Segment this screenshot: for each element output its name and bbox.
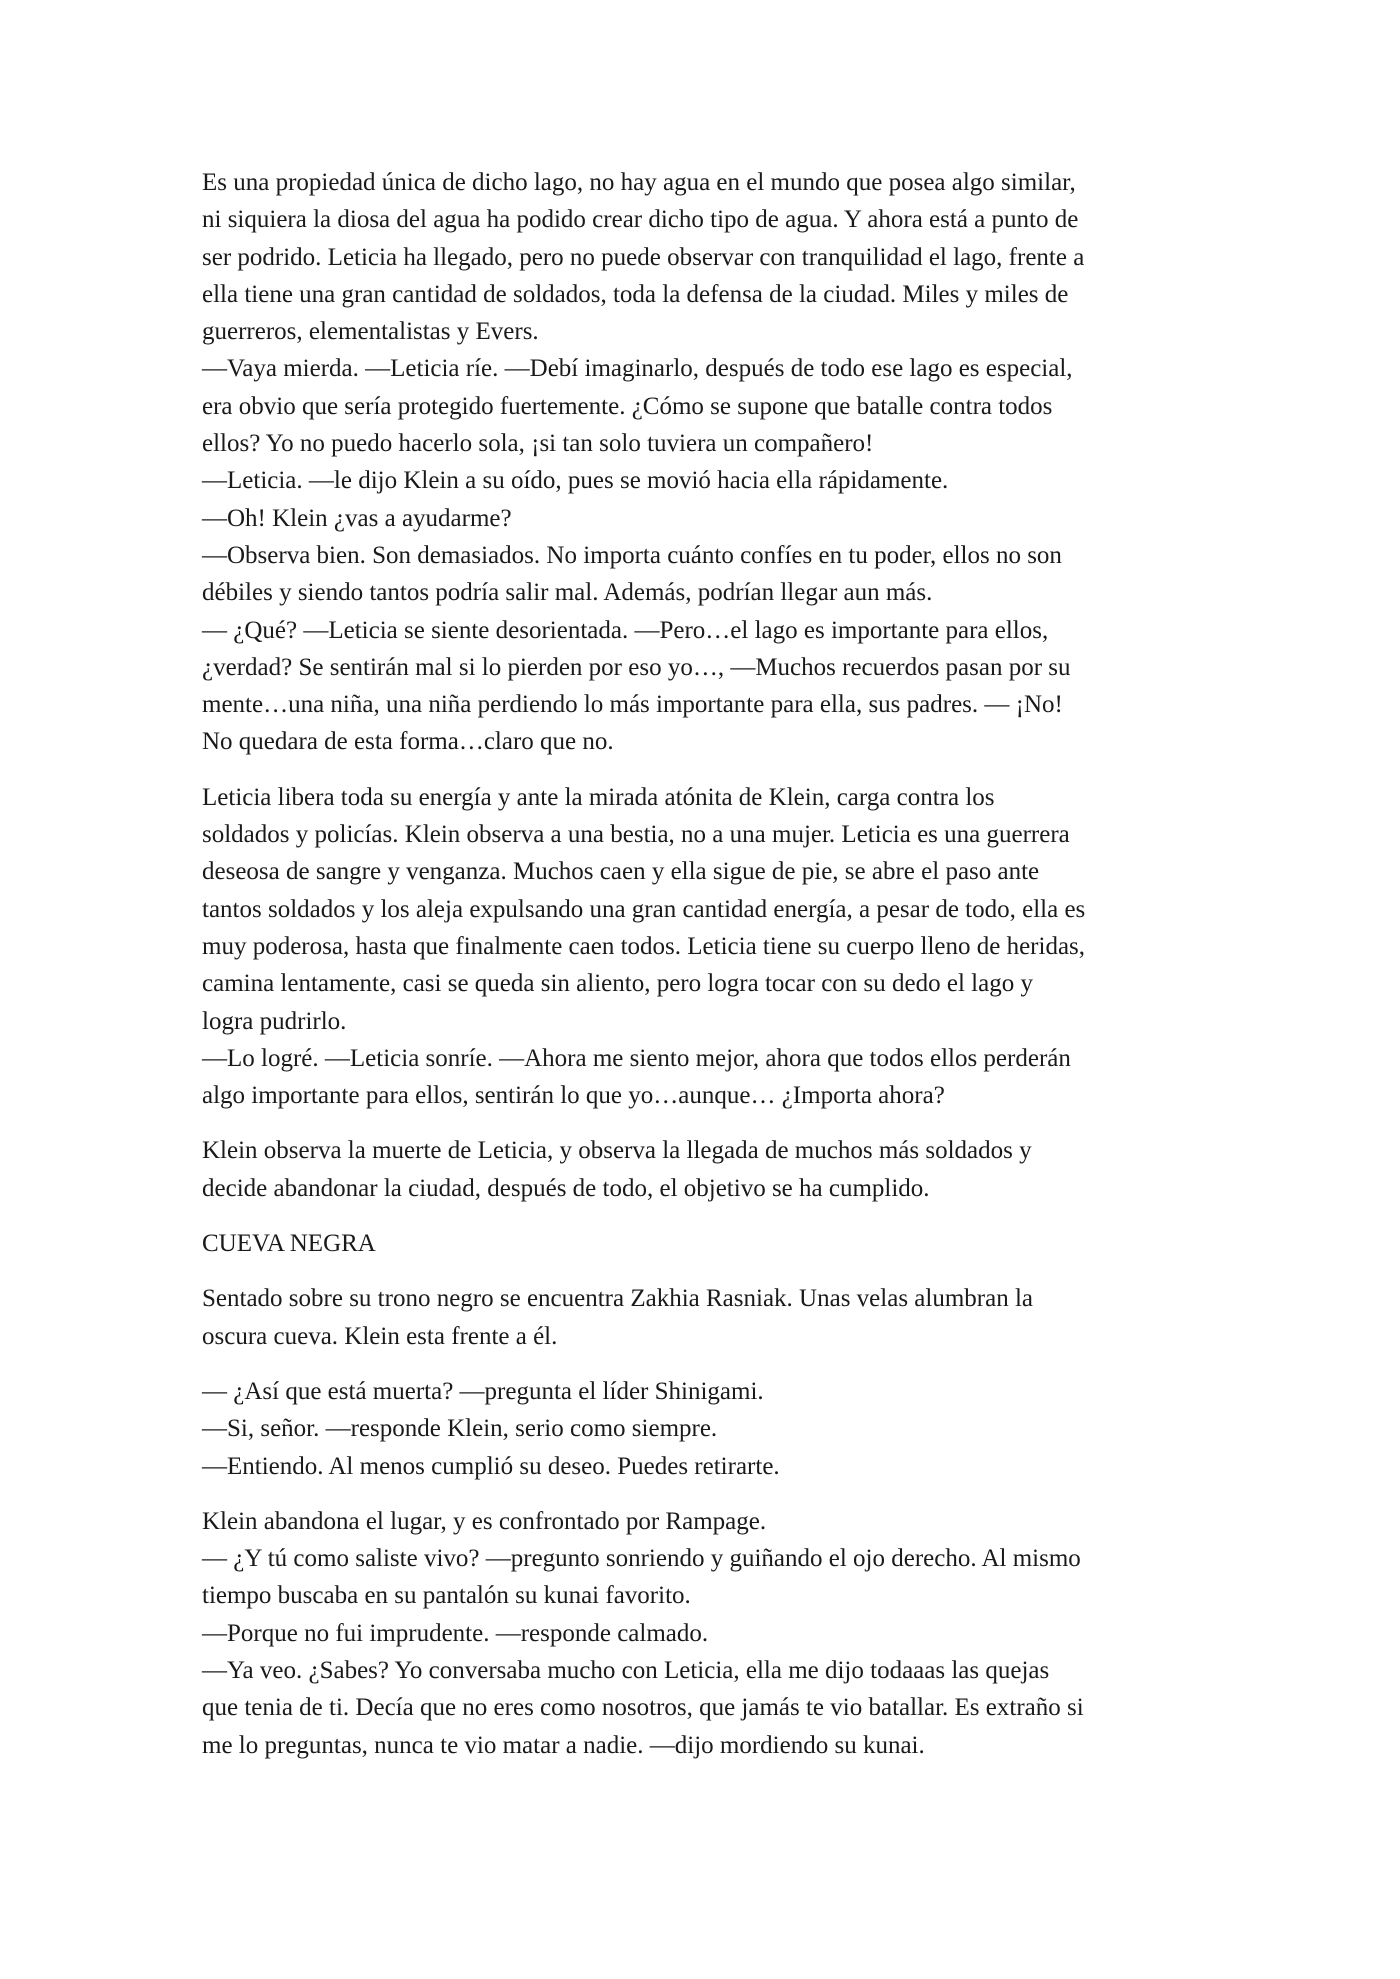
text-line: —Observa bien. Son demasiados. No importa cuánto confíes en tu poder, ellos no son bbox=[202, 541, 1062, 569]
text-line: — ¿Qué? —Leticia se siente desorientada. —Pero…el lago es importante para ellos, bbox=[202, 616, 1049, 644]
text-line: Es una propiedad única de dicho lago, no hay agua en el mundo que posea algo similar, bbox=[202, 169, 1076, 196]
document-page bbox=[202, 164, 1212, 1782]
paragraph bbox=[202, 164, 1212, 761]
text-line: logra pudrirlo. bbox=[202, 1007, 347, 1035]
text-line: ellos? Yo no puedo hacerlo sola, ¡si tan solo tuviera un compañero! bbox=[202, 430, 874, 458]
text-line: Leticia libera toda su energía y ante la mirada atónita de Klein, carga contra los bbox=[202, 783, 995, 811]
text-line: —Si, señor. —responde Klein, serio como siempre. bbox=[202, 1415, 718, 1443]
text-line: ¿verdad? Se sentirán mal si lo pierden por eso yo…, —Muchos recuerdos pasan por su bbox=[202, 653, 1071, 681]
text-line: soldados y policías. Klein observa a una bestia, no a una mujer. Leticia es una guerrera bbox=[202, 821, 1070, 849]
text-line: deseosa de sangre y venganza. Muchos caen y ella sigue de pie, se abre el paso ante bbox=[202, 858, 1040, 886]
text-line: decide abandonar la ciudad, después de todo, el objetivo se ha cumplido. bbox=[202, 1174, 930, 1202]
paragraph bbox=[202, 1132, 1212, 1207]
text-line: — ¿Y tú como saliste vivo? —pregunto sonriendo y guiñando el ojo derecho. Al mismo bbox=[202, 1545, 1081, 1573]
text-line: ella tiene una gran cantidad de soldados, toda la defensa de la ciudad. Miles y miles de bbox=[202, 280, 1069, 308]
text-line: — ¿Así que está muerta? —pregunta el líder Shinigami. bbox=[202, 1377, 764, 1405]
text-line: que tenia de ti. Decía que no eres como nosotros, que jamás te vio batallar. Es extraño si bbox=[202, 1694, 1084, 1722]
text-line: —Vaya mierda. —Leticia ríe. —Debí imaginarlo, después de todo ese lago es especial, bbox=[202, 355, 1073, 383]
text-line: —Oh! Klein ¿vas a ayudarme? bbox=[202, 504, 512, 532]
text-line: ser podrido. Leticia ha llegado, pero no puede observar con tranquilidad el lago, frente a bbox=[202, 243, 1085, 271]
text-line: muy poderosa, hasta que finalmente caen todos. Leticia tiene su cuerpo lleno de heridas, bbox=[202, 932, 1086, 960]
text-line: algo importante para ellos, sentirán lo que yo…aunque… ¿Importa ahora? bbox=[202, 1082, 945, 1110]
text-line: ni siquiera la diosa del agua ha podido crear dicho tipo de agua. Y ahora está a punto de bbox=[202, 206, 1079, 234]
text-line: mente…una niña, una niña perdiendo lo más importante para ella, sus padres. — ¡No! bbox=[202, 691, 1063, 719]
text-line: era obvio que sería protegido fuertemente. ¿Cómo se supone que batalle contra todos bbox=[202, 392, 1053, 420]
text-line: débiles y siendo tantos podría salir mal. Además, podrían llegar aun más. bbox=[202, 579, 933, 607]
text-line: Klein abandona el lugar, y es confrontado por Rampage. bbox=[202, 1507, 767, 1535]
text-line: guerreros, elementalistas y Evers. bbox=[202, 318, 539, 346]
paragraph bbox=[202, 1373, 1212, 1485]
text-line: tantos soldados y los aleja expulsando una gran cantidad energía, a pesar de todo, ella es bbox=[202, 895, 1086, 923]
paragraph bbox=[202, 1280, 1212, 1355]
text-line: CUEVA NEGRA bbox=[202, 1230, 376, 1258]
text-line: camina lentamente, casi se queda sin aliento, pero logra tocar con su dedo el lago y bbox=[202, 970, 1033, 998]
text-line: Sentado sobre su trono negro se encuentra Zakhia Rasniak. Unas velas alumbran la bbox=[202, 1285, 1033, 1313]
text-line: oscura cueva. Klein esta frente a él. bbox=[202, 1322, 558, 1350]
paragraph bbox=[202, 779, 1212, 1115]
text-line: —Porque no fui imprudente. —responde calmado. bbox=[202, 1619, 709, 1647]
paragraph bbox=[202, 1225, 1212, 1262]
paragraph bbox=[202, 1503, 1212, 1764]
text-line: —Ya veo. ¿Sabes? Yo conversaba mucho con Leticia, ella me dijo todaaas las quejas bbox=[202, 1656, 1050, 1684]
text-line: —Lo logré. —Leticia sonríe. —Ahora me siento mejor, ahora que todos ellos perderán bbox=[202, 1044, 1071, 1072]
text-line: No quedara de esta forma…claro que no. bbox=[202, 728, 614, 756]
text-line: me lo preguntas, nunca te vio matar a nadie. —dijo mordiendo su kunai. bbox=[202, 1731, 925, 1759]
text-line: —Entiendo. Al menos cumplió su deseo. Puedes retirarte. bbox=[202, 1452, 780, 1480]
text-line: Klein observa la muerte de Leticia, y observa la llegada de muchos más soldados y bbox=[202, 1137, 1032, 1165]
text-line: —Leticia. —le dijo Klein a su oído, pues se movió hacia ella rápidamente. bbox=[202, 467, 949, 495]
text-line: tiempo buscaba en su pantalón su kunai favorito. bbox=[202, 1582, 691, 1610]
